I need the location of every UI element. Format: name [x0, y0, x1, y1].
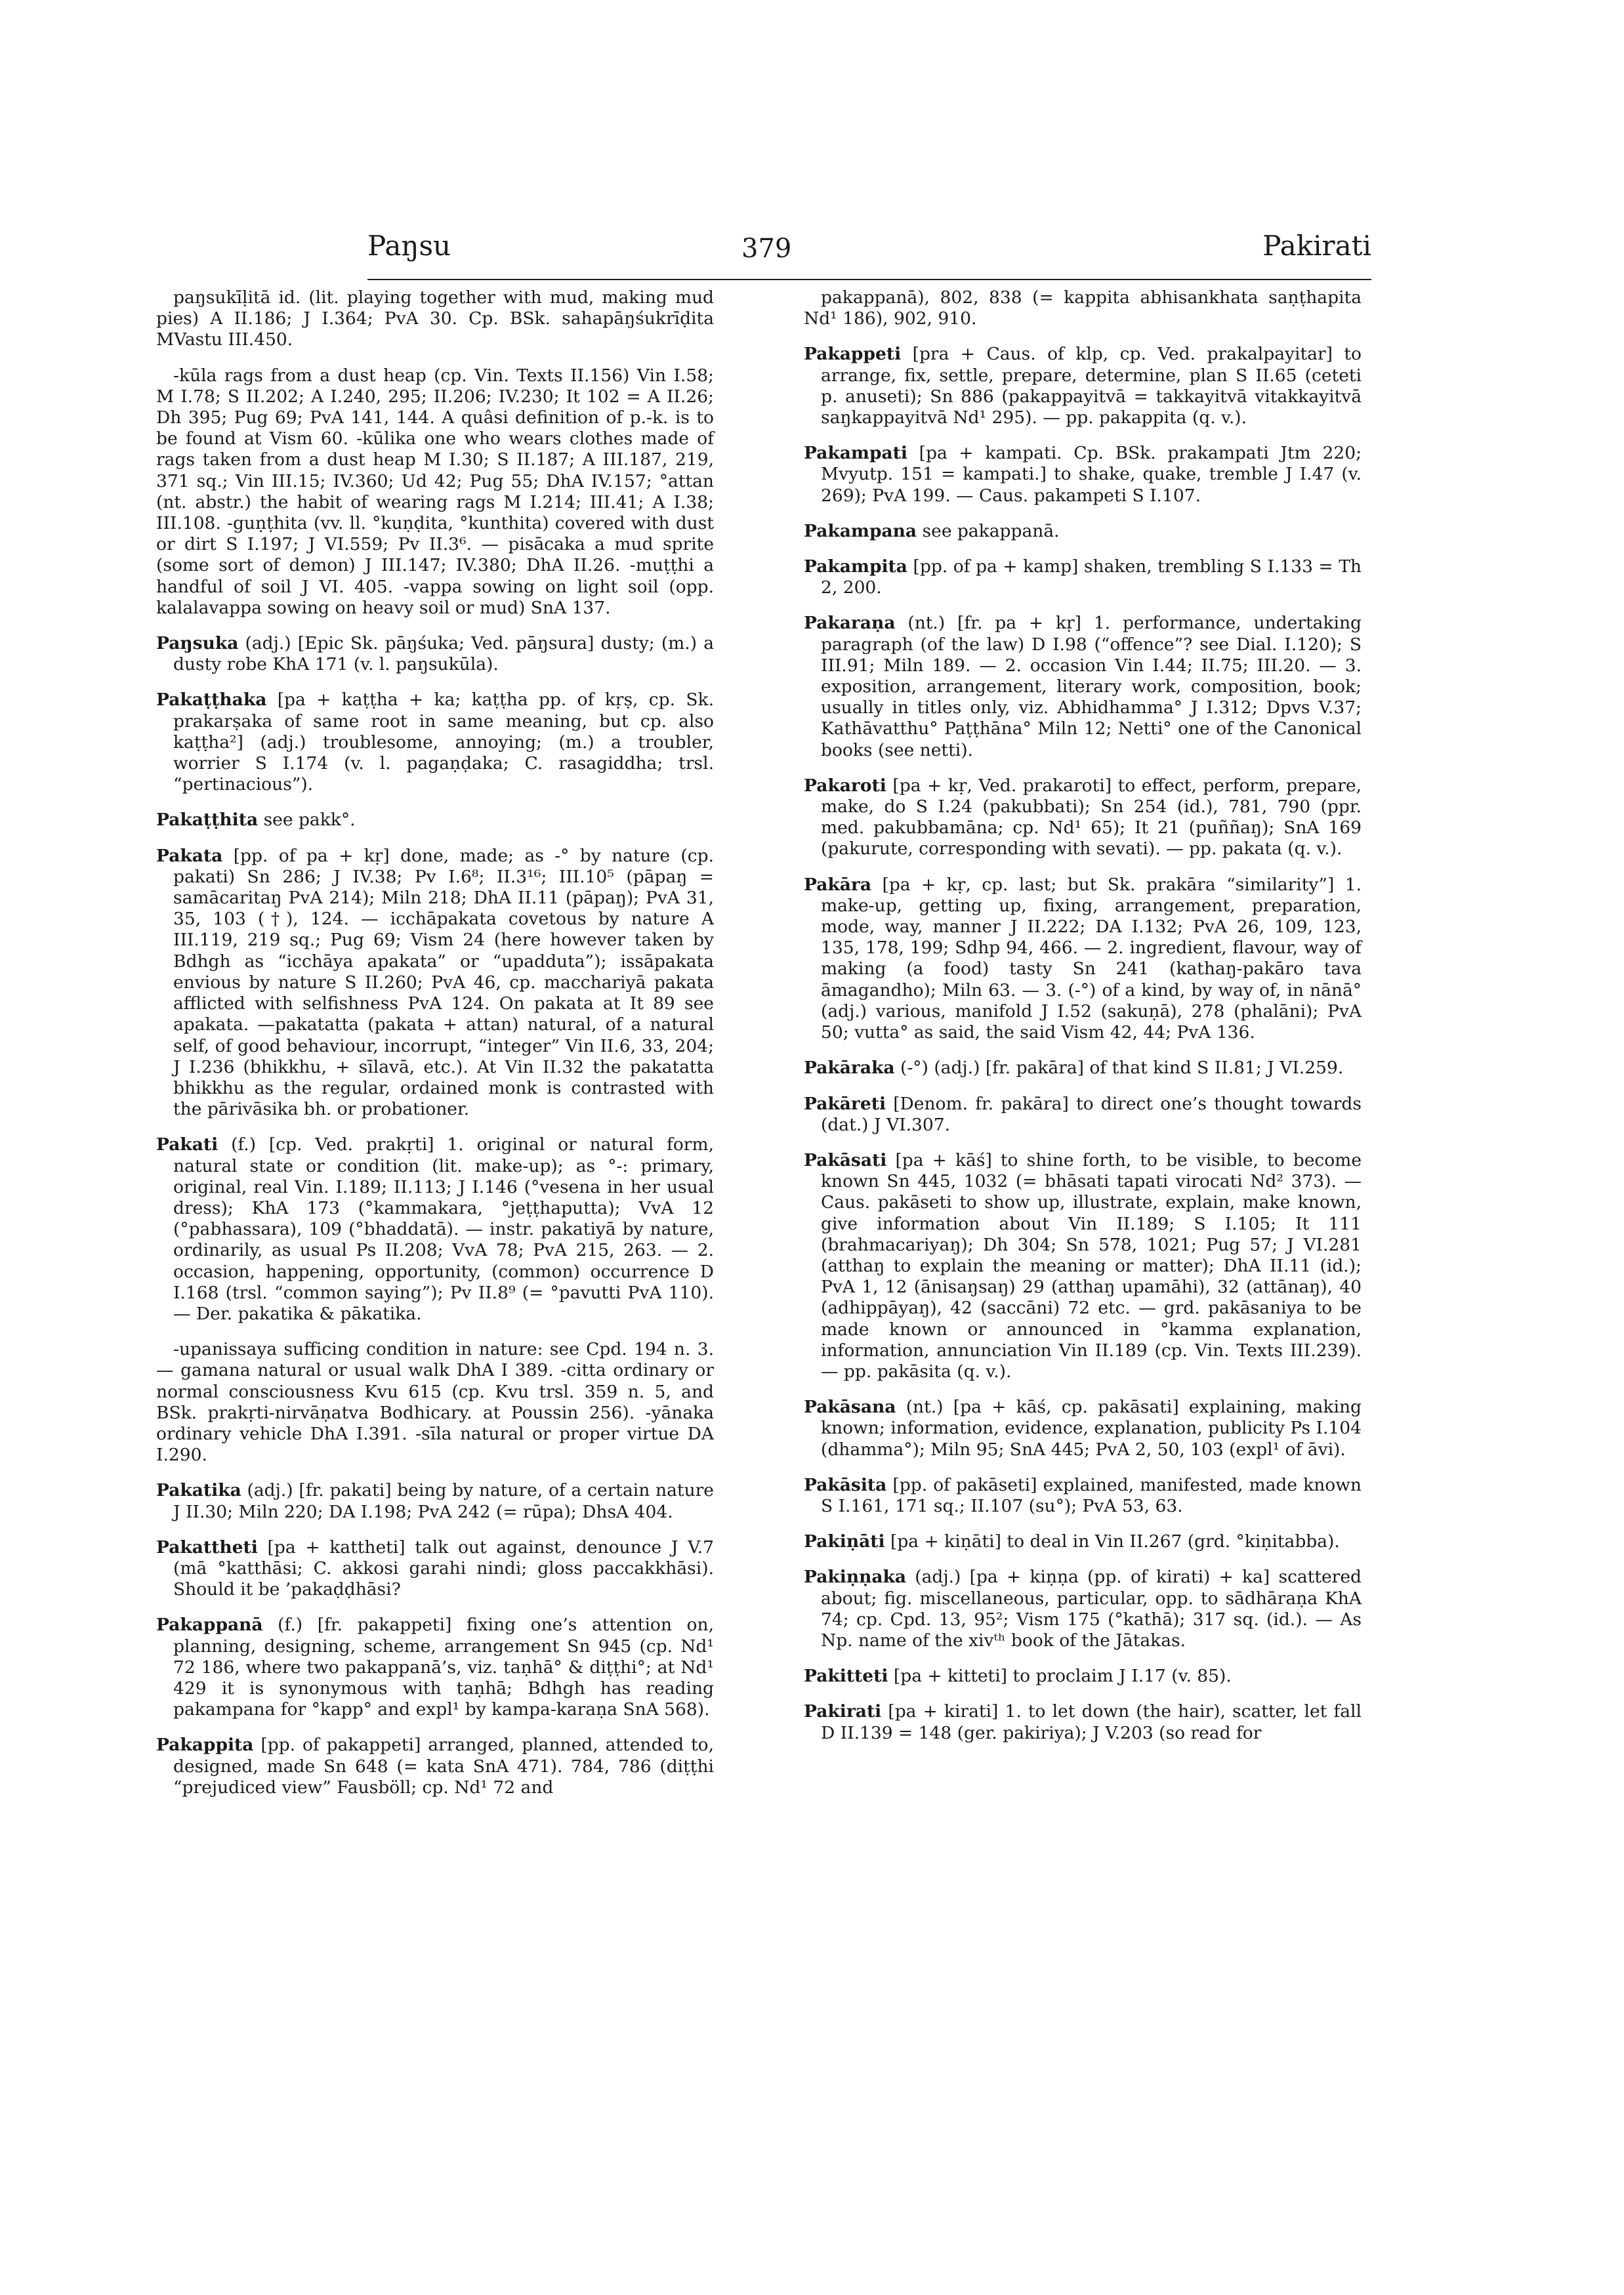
right-column — [804, 287, 1362, 1758]
entry-text: (adj.) [Epic Sk. pāŋśuka; Ved. pāŋsura] dusty; (m.) a dusty robe KhA 171 (v. l. paŋsukūla). — [173, 633, 714, 675]
entry-continuation — [156, 365, 714, 619]
headword: Pakappeti — [804, 344, 902, 365]
dictionary-entry — [804, 1094, 1362, 1136]
dictionary-entry — [156, 846, 714, 1121]
page-number: 379 — [741, 234, 792, 264]
dictionary-entry — [804, 613, 1362, 760]
dictionary-entry — [804, 1567, 1362, 1651]
entry-continuation — [156, 287, 714, 351]
dictionary-entry — [804, 1475, 1362, 1517]
headword: Pakaroti — [804, 775, 886, 796]
entry-text: (adj.) [pa + kiṇṇa (pp. of kirati) + ka] scattered about; fig. miscellaneous, particular, opp. to sādhāraṇa KhA 74; cp. Cpd. 13, 95²; Vism 175 (°kathā); 317 sq. (id.). — As Np. name of the xivᵗʰ book of the Jātakas. — [821, 1567, 1362, 1651]
dictionary-entry — [804, 344, 1362, 428]
entry-text: (nt.) [pa + kāś, cp. pakāsati] explaining, making known; information, evidence, explanation, publicity Ps I.104 (dhamma°); Miln 95; SnA 445; PvA 2, 50, 103 (expl¹ of āvi). — [821, 1397, 1362, 1460]
entry-continuation — [156, 1339, 714, 1466]
headword: Pakāreti — [804, 1093, 886, 1114]
headword: Pakampati — [804, 443, 907, 464]
headword: Pakāraka — [804, 1058, 895, 1079]
headword: Pakāra — [804, 874, 872, 895]
dictionary-entry — [804, 875, 1362, 1044]
dictionary-entry — [804, 521, 1362, 542]
headword: Pakattheti — [156, 1537, 258, 1558]
headword: Pakāsita — [804, 1474, 887, 1495]
entry-text: [pp. of pa + kamp] shaken, trembling S I.133 = Th 2, 200. — [821, 556, 1362, 598]
dictionary-entry — [804, 443, 1362, 507]
entry-continuation — [804, 287, 1362, 329]
headword: Pakaṭṭhaka — [156, 690, 267, 711]
dictionary-entry — [804, 775, 1362, 860]
headword: Pakaṭṭhita — [156, 810, 259, 831]
dictionary-entry — [804, 1701, 1362, 1743]
entry-text: (-°) (adj.) [fr. pakāra] of that kind S II.81; J VI.259. — [894, 1058, 1344, 1079]
entry-text: (adj.) [fr. pakati] being by nature, of a certain nature J II.30; Miln 220; DA I.198; PvA 242 (= rūpa); DhsA 404. — [173, 1480, 714, 1522]
dictionary-entry — [804, 1397, 1362, 1460]
headword: Pakiṇāti — [804, 1531, 885, 1552]
headword: Pakampita — [804, 556, 907, 577]
headword: Pakappanā — [156, 1615, 263, 1636]
headword: Pakaraṇa — [804, 613, 896, 634]
dictionary-entry — [804, 556, 1362, 598]
entry-text: paŋsukīḷitā id. (lit. playing together with mud, making mud pies) A II.186; J I.364; PvA 30. Cp. BSk. sahapāŋśukrīḍita MVastu III.450. — [156, 287, 714, 350]
headword: Pakampana — [804, 520, 917, 541]
headword: Paŋsuka — [156, 633, 239, 654]
dictionary-entry — [804, 1666, 1362, 1687]
dictionary-entry — [156, 690, 714, 795]
entry-text: [pa + kaṭṭha + ka; kaṭṭha pp. of kṛṣ, cp. Sk. prakarṣaka of same root in same meaning, but cp. also kaṭṭha²] (adj.) troublesome, annoying; (m.) a troubler, worrier S I.174 (v. l. pagaṇḍaka; C. rasagiddha; trsl. “pertinacious”). — [173, 690, 714, 795]
dictionary-entry — [156, 1480, 714, 1522]
entry-text: [Denom. fr. pakāra] to direct one’s thought towards (dat.) J VI.307. — [821, 1093, 1362, 1135]
headword: Pakata — [156, 845, 223, 866]
header-right-word: Pakirati — [1262, 230, 1371, 262]
dictionary-entry — [804, 1058, 1362, 1079]
entry-text: -upanissaya sufficing condition in nature: see Cpd. 194 n. 3. — gamana natural or usual walk DhA I 389. -citta ordinary or normal consciousness Kvu 615 (cp. Kvu trsl. 359 n. 5, and BSk. prakṛti-nirvāṇatva Bodhicary. at Poussin 256). -yānaka ordinary vehicle DhA I.391. -sīla natural or proper virtue DA I.290. — [156, 1339, 714, 1466]
dictionary-entry — [156, 1735, 714, 1798]
entry-text: [pp. of pakappeti] arranged, planned, attended to, designed, made Sn 648 (= kata SnA 471). 784, 786 (diṭṭhi “prejudiced view” Fausböll; cp. Nd¹ 72 and — [173, 1735, 714, 1798]
entry-text: pakappanā), 802, 838 (= kappita abhisankhata saṇṭhapita Nd¹ 186), 902, 910. — [804, 287, 1362, 329]
entry-text: [pa + kāś] to shine forth, to be visible, to become known Sn 445, 1032 (= bhāsati tapati virocati Nd² 373). — Caus. pakāseti to show up, illustrate, explain, make known, give information about Vin II.189; S I.105; It 111 (brahmacariyaŋ); Dh 304; Sn 578, 1021; Pug 57; J VI.281 (atthaŋ to explain the meaning or matter); DhA II.11 (id.); PvA 1, 12 (ānisaŋsaŋ) 29 (atthaŋ upamāhi), 32 (attānaŋ), 40 (adhippāyaŋ), 42 (saccāni) 72 etc. — grd. pakāsaniya to be made known or announced in °kamma explanation, information, annunciation Vin II.189 (cp. Vin. Texts III.239). — pp. pakāsita (q. v.). — [821, 1149, 1362, 1382]
running-header — [367, 230, 1371, 282]
entry-text: -kūla rags from a dust heap (cp. Vin. Texts II.156) Vin I.58; M I.78; S II.202; A I.240, 295; II.206; IV.230; It 102 = A II.26; Dh 395; Pug 69; PvA 141, 144. A quâsi definition of p.-k. is to be found at Vism 60. -kūlika one who wears clothes made of rags taken from a dust heap M I.30; S II.187; A III.187, 219, 371 sq.; Vin III.15; IV.360; Ud 42; Pug 55; DhA IV.157; °attan (nt. abstr.) the habit of wearing rags M I.214; III.41; A I.38; III.108. -guṇṭhita (vv. ll. °kuṇḍita, °kunthita) covered with dust or dirt S I.197; J VI.559; Pv II.3⁶. — pisācaka a mud sprite (some sort of demon) J III.147; IV.380; DhA II.26. -muṭṭhi a handful of soil J VI. 405. -vappa sowing on light soil (opp. kalalavappa sowing on heavy soil or mud) SnA 137. — [156, 365, 714, 618]
dictionary-entry — [156, 810, 714, 831]
entry-text: [pa + kṛ, Ved. prakaroti] to effect, perform, prepare, make, do S I.24 (pakubbati); Sn 254 (id.), 781, 790 (ppr. med. pakubbamāna; cp. Nd¹ 65); It 21 (puññaŋ); SnA 169 (pakurute, corresponding with sevati). — pp. pakata (q. v.). — [821, 775, 1362, 859]
dictionary-entry — [156, 1134, 714, 1325]
entry-text: [pa + kattheti] talk out against, denounce J V.7 (mā °katthāsi; C. akkosi garahi nindi; gloss paccakkhāsi). Should it be ’pakaḍḍhāsi? — [173, 1537, 714, 1600]
dictionary-entry — [804, 1150, 1362, 1382]
dictionary-entry — [156, 1615, 714, 1720]
header-left-word: Paŋsu — [367, 230, 451, 262]
dictionary-entry — [156, 1537, 714, 1601]
entry-text: [pa + kṛ, cp. last; but Sk. prakāra “similarity”] 1. make-up, getting up, fixing, arrangement, preparation, mode, way, manner J II.222; DA I.132; PvA 26, 109, 123, 135, 178, 199; Sdhp 94, 466. — 2. ingredient, flavour, way of making (a food) tasty Sn 241 (kathaŋ-pakāro tava āmagandho); Miln 63. — 3. (-°) of a kind, by way of, in nānā° (adj.) various, manifold J I.52 (sakuṇā), 278 (phalāni); PvA 50; vutta° as said, the said Vism 42, 44; PvA 136. — [821, 874, 1362, 1043]
headword: Pakappita — [156, 1735, 254, 1756]
entry-text: (f.) [cp. Ved. prakṛti] 1. original or natural form, natural state or condition (lit. make-up); as °-: primary, original, real Vin. I.189; II.113; J I.146 (°vesena in her usual dress); KhA 173 (°kammakara, °jeṭṭhaputta); VvA 12 (°pabhassara), 109 (°bhaddatā). — instr. pakatiyā by nature, ordinarily, as usual Ps II.208; VvA 78; PvA 215, 263. — 2. occasion, happening, opportunity, (common) occurrence D I.168 (trsl. “common saying”); Pv II.8⁹ (= °pavutti PvA 110). — Der. pakatika & pākatika. — [173, 1134, 714, 1324]
entry-text: [pa + kirati] 1. to let down (the hair), scatter, let fall D II.139 = 148 (ger. pakiriya); J V.203 (so read for — [821, 1701, 1362, 1743]
entry-text: [pp. of pa + kṛ] done, made; as -° by nature (cp. pakati) Sn 286; J IV.38; Pv I.6⁸; II.3¹⁶; III.10⁵ (pāpaŋ = samācaritaŋ PvA 214); Miln 218; DhA II.11 (pāpaŋ); PvA 31, 35, 103 (†), 124. — icchāpakata covetous by nature A III.119, 219 sq.; Pug 69; Vism 24 (here however taken by Bdhgh as “icchāya apakata” or “upadduta”); issāpakata envious by nature S II.260; PvA 46, cp. macchariyā pakata afflicted with selfishness PvA 124. On pakata at It 89 see apakata. —pakatatta (pakata + attan) natural, of a natural self, of good behaviour, incorrupt, “integer” Vin II.6, 33, 204; J I.236 (bhikkhu, + sīlavā, etc.). At Vin II.32 the pakatatta bhikkhu as the regular, ordained monk is contrasted with the pārivāsika bh. or probationer. — [173, 845, 714, 1120]
headword: Pakāsana — [804, 1397, 896, 1418]
entry-text: (nt.) [fr. pa + kṛ] 1. performance, undertaking paragraph (of the law) D I.98 (“offence”? see Dial. I.120); S III.91; Miln 189. — 2. occasion Vin I.44; II.75; III.20. — 3. exposition, arrangement, literary work, composition, book; usually in titles only, viz. Abhidhamma° J I.312; Dpvs V.37; Kathāvatthu° Paṭṭhāna° Miln 12; Netti° one of the Canonical books (see netti). — [821, 613, 1362, 760]
entry-text: (f.) [fr. pakappeti] fixing one’s attention on, planning, designing, scheme, arrangement Sn 945 (cp. Nd¹ 72 186, where two pakappanā’s, viz. taṇhā° & diṭṭhi°; at Nd¹ 429 it is synonymous with taṇhā; Bdhgh has reading pakampana for °kapp° and expl¹ by kampa-karaṇa SnA 568). — [173, 1615, 714, 1720]
entry-text: [pra + Caus. of klp, cp. Ved. prakalpayitar] to arrange, fix, settle, prepare, determine, plan S II.65 (ceteti p. anuseti); Sn 886 (pakappayitvā = takkayitvā vitakkayitvā saŋkappayitvā Nd¹ 295). — pp. pakappita (q. v.). — [821, 344, 1362, 428]
headword: Pakati — [156, 1134, 219, 1155]
headword: Pakitteti — [804, 1666, 888, 1687]
header-rule — [367, 279, 1371, 280]
dictionary-entry — [156, 633, 714, 675]
headword: Pakāsati — [804, 1149, 887, 1170]
headword: Pakiṇṇaka — [804, 1567, 907, 1588]
left-column — [156, 287, 714, 1813]
headword: Pakatika — [156, 1480, 241, 1501]
entry-text: [pa + kampati. Cp. BSk. prakampati Jtm 220; Mvyutp. 151 = kampati.] to shake, quake, tremble J I.47 (v. 269); PvA 199. — Caus. pakampeti S I.107. — [821, 443, 1362, 506]
headword: Pakirati — [804, 1701, 882, 1722]
entry-text: see pakappanā. — [917, 520, 1060, 541]
entry-text: [pa + kiṇāti] to deal in Vin II.267 (grd. °kiṇitabba). — [885, 1531, 1340, 1552]
entry-text: see pakk°. — [258, 810, 356, 831]
entry-text: [pp. of pakāseti] explained, manifested, made known S I.161, 171 sq.; II.107 (su°); PvA 53, 63. — [821, 1474, 1362, 1516]
entry-text: [pa + kitteti] to proclaim J I.17 (v. 85). — [888, 1666, 1232, 1687]
dictionary-entry — [804, 1531, 1362, 1552]
